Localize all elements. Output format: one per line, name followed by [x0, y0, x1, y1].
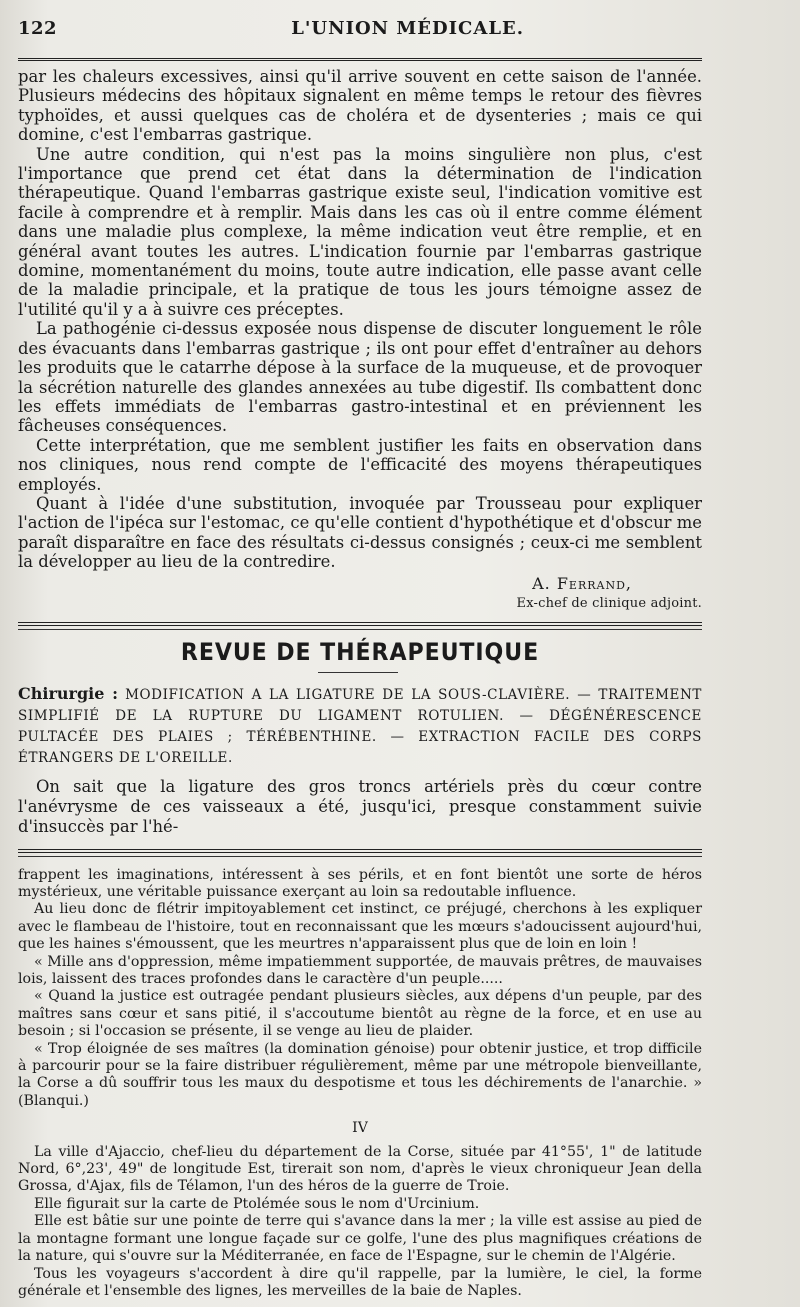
feuilleton-paragraph: Au lieu donc de flétrir impitoyablement cet instinct, ce préjugé, cherchons à les expliquer avec le flambeau de l'histoire, tout en reconnaissant que les mœurs s'adoucissent aujourd'hui, que les haines s'émoussent, que les meurtres n'apparaissent plus que de loin en loin !: [18, 901, 702, 953]
revue-lede: [18, 777, 702, 837]
article-paragraph: Cette interprétation, que me semblent justifier les faits en observation dans nos cliniques, nous rend compte de l'efficacité des moyens thérapeutiques employés.: [18, 435, 702, 494]
feuilleton-paragraph: frappent les imaginations, intéressent à ses périls, et en font bientôt une sorte de héros mystérieux, une véritable puissance exerçant au loin sa redoutable influence.: [18, 866, 702, 900]
article-signature: [18, 574, 702, 614]
article-paragraph: Quant à l'idée d'une substitution, invoquée par Trousseau pour expliquer l'action de l'ipéca sur l'estomac, ce qu'elle contient d'hypothétique et d'obscur me paraît disparaître en face des résultats ci-dessus consignés ; ceux-ci me semblent la développer au lieu de la contredire.: [18, 493, 702, 572]
article-body: [18, 67, 702, 572]
section-number: IV: [352, 1120, 368, 1137]
article-paragraph: par les chaleurs excessives, ainsi qu'il arrive souvent en cette saison de l'année. Plusieurs médecins des hôpitaux signalent en même temps le retour des fièvres typhoïdes, et aussi quelques cas de choléra et de dysenteries ; mais ce qui domine, c'est l'embarras gastrique.: [18, 67, 702, 145]
section-divider-thin: [18, 629, 702, 630]
section-title: REVUE DE THÉRAPEUTIQUE: [180, 637, 540, 666]
journal-title: L'UNION MÉDICALE.: [291, 18, 524, 39]
article-paragraph: La pathogénie ci-dessus exposée nous dispense de discuter longuement le rôle des évacuants dans l'embarras gastrique ; ils ont pour effet d'entraîner au dehors les produits que le catarrhe dépose à la surface de la muqueuse, et de provoquer la sécrétion naturelle des glandes annexées au tube digestif. Ils combattent donc les effets immédiats de l'embarras gastro-intestinal et en préviennent les fâcheuses conséquences.: [18, 319, 702, 436]
author-role: Ex-chef de clinique adjoint.: [516, 595, 702, 611]
revue-topics: [18, 683, 702, 769]
title-underline: [318, 672, 398, 673]
feuilleton-paragraph: Elle figurait sur la carte de Ptolémée sous le nom d'Urcinium.: [34, 1195, 480, 1212]
revue-lead: Chirurgie :: [18, 683, 119, 703]
revue-lede-paragraph: On sait que la ligature des gros troncs artériels près du cœur contre l'anévrysme de ces vaisseaux a été, jusqu'ici, presque constamment suivie d'insuccès par l'hé-: [18, 776, 702, 836]
revue-topic-list: MODIFICATION A LA LIGATURE DE LA SOUS-CLAVIÈRE. — TRAITEMENT SIMPLIFIÉ DE LA RUPTURE DU LIGAMENT ROTULIEN. — DÉGÉNÉRESCENCE PULTACÉE DES PLAIES ; TÉRÉBENTHINE. — EXTRACTION FACILE DES CORPS ÉTRANGERS DE L'OREILLE.: [18, 686, 702, 766]
feuilleton-divider-thin: [18, 856, 702, 857]
article-paragraph: Une autre condition, qui n'est pas la moins singulière non plus, c'est l'importance que prend cet état dans la détermination de l'indication thérapeutique. Quand l'embarras gastrique existe seul, l'indication vomitive est facile à comprendre et à remplir. Mais dans les cas où il entre comme élément dans une maladie plus complexe, la même indication veut être remplie, et en général avant toutes les autres. L'indication fournie par l'embarras gastrique domine, momentanément du moins, toute autre indication, elle passe avant celle de la maladie principale, et la pratique de tous les jours témoigne assez de l'utilité qu'il y a à suivre ces préceptes.: [18, 144, 702, 319]
page-header: [18, 18, 704, 44]
feuilleton-paragraph: Elle est bâtie sur une pointe de terre qui s'avance dans la mer ; la ville est assise au pied de la montagne formant une longue façade sur ce golfe, l'une des plus magnifiques créations de la nature, qui s'ouvre sur la Méditerranée, en face de l'Espagne, sur le chemin de l'Algérie.: [18, 1213, 702, 1265]
feuilleton-paragraph: La ville d'Ajaccio, chef-lieu du département de la Corse, située par 41°55', 1" de latitude Nord, 6°,23', 49" de longitude Est, tirerait son nom, d'après le vieux chroniqueur Jean della Grossa, d'Ajax, fils de Télamon, l'un des héros de la guerre de Troie.: [18, 1143, 702, 1195]
feuilleton-paragraph: « Trop éloignée de ses maîtres (la domination génoise) pour obtenir justice, et trop difficile à parcourir pour se la faire distribuer régulièrement, même par une métropole bienveillante, la Corse a dû souffrir tous les maux du despotisme et tous les déchirements de l'anarchie. » (Blanqui.): [18, 1040, 702, 1109]
feuilleton-paragraph: « Mille ans d'oppression, même impatiemment supportée, de mauvais prêtres, de mauvaises lois, laissent des traces profondes dans le caractère d'un peuple.....: [18, 953, 702, 987]
page-number: 122: [18, 18, 58, 39]
section-divider: [18, 622, 702, 626]
author-name: A. Ferrand,: [532, 573, 632, 593]
feuilleton-paragraph: Tous les voyageurs s'accordent à dire qu'il rappelle, par la lumière, le ciel, la forme générale et l'ensemble des lignes, les merveilles de la baie de Naples.: [18, 1265, 702, 1299]
feuilleton-paragraph: « Quand la justice est outragée pendant plusieurs siècles, aux dépens d'un peuple, par des maîtres sans cœur et sans pitié, il s'accoutume bientôt au règne de la force, et en use au besoin ; si l'occasion se présente, il se venge au lieu de plaider.: [18, 988, 702, 1040]
feuilleton-body: [18, 867, 702, 1301]
header-rule: [18, 58, 702, 61]
feuilleton-divider: [18, 849, 702, 853]
